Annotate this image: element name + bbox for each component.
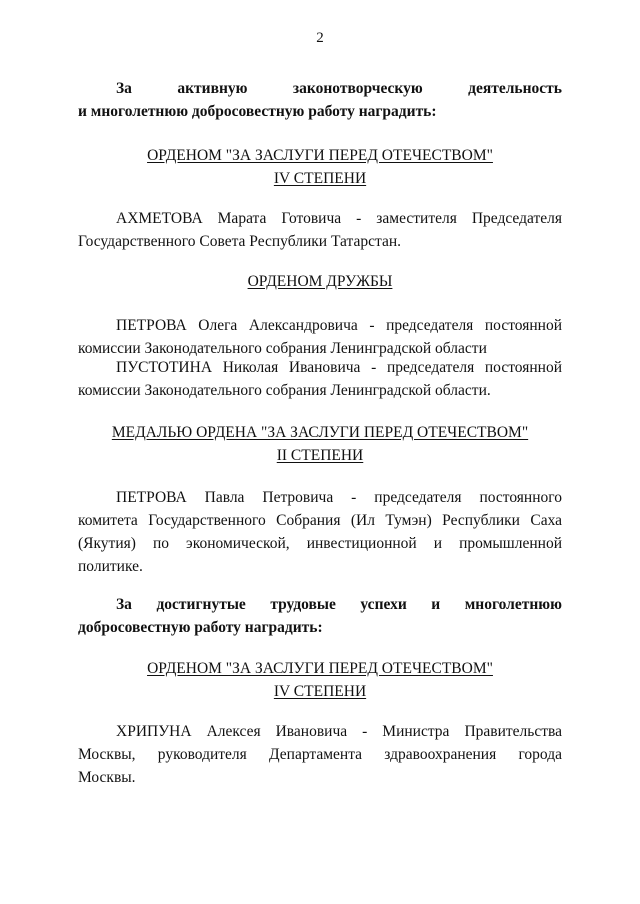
recipient-line: Москвы, руководителя Департамента здравоохранения города: [78, 746, 562, 763]
recipient-line: политике.: [78, 558, 143, 575]
decree-1-line-2: и многолетнюю добросовестную работу наградить:: [78, 103, 437, 120]
decree-2-line-2: добросовестную работу наградить:: [78, 619, 323, 636]
recipient-line: ХРИПУНА Алексея Ивановича - Министра Правительства: [116, 723, 562, 740]
decree-2-line-1: За достигнутые трудовые успехи и многолетнюю: [116, 596, 562, 613]
award-2-title-line-1: ОРДЕНОМ ДРУЖБЫ: [247, 273, 393, 290]
recipient-line: Государственного Совета Республики Татарстан.: [78, 233, 401, 250]
recipient-line: комиссии Законодательного собрания Ленинградской области.: [78, 382, 491, 399]
page-number: 2: [316, 30, 324, 46]
award-title-order-merit-iv-2: [0, 657, 640, 703]
award-4-title-line-2: IV СТЕПЕНИ: [273, 683, 367, 700]
recipient-petrov-pavel: [78, 486, 562, 578]
recipient-khripun: [78, 720, 562, 789]
recipient-line: АХМЕТОВА Марата Готовича - заместителя Председателя: [116, 210, 562, 227]
award-title-order-friendship: [0, 270, 640, 293]
recipient-line: комиссии Законодательного собрания Ленинградской области: [78, 340, 487, 357]
award-4-title-line-1: ОРДЕНОМ "ЗА ЗАСЛУГИ ПЕРЕД ОТЕЧЕСТВОМ": [147, 660, 493, 677]
award-1-title-line-1: ОРДЕНОМ "ЗА ЗАСЛУГИ ПЕРЕД ОТЕЧЕСТВОМ": [147, 147, 493, 164]
recipient-line: комитета Государственного Собрания (Ил Тумэн) Республики Саха: [78, 512, 562, 529]
recipient-akhmetov: [78, 207, 562, 253]
award-title-medal-order-merit-ii: [0, 421, 640, 467]
decree-paragraph-1: [78, 77, 562, 123]
award-3-title-line-1: МЕДАЛЬЮ ОРДЕНА "ЗА ЗАСЛУГИ ПЕРЕД ОТЕЧЕСТВОМ": [111, 424, 529, 441]
recipient-line: ПЕТРОВА Павла Петровича - председателя постоянного: [116, 489, 562, 506]
award-title-order-merit-iv: [0, 144, 640, 190]
decree-1-line-1: За активную законотворческую деятельность: [116, 80, 562, 97]
award-1-title-line-2: IV СТЕПЕНИ: [273, 170, 367, 187]
recipient-pustotin: [78, 356, 562, 402]
recipient-petrov-oleg: [78, 314, 562, 360]
recipient-line: ПЕТРОВА Олега Александровича - председателя постоянной: [116, 317, 562, 334]
recipient-line: ПУСТОТИНА Николая Ивановича - председателя постоянной: [116, 359, 562, 376]
recipient-line: Москвы.: [78, 769, 136, 786]
award-3-title-line-2: II СТЕПЕНИ: [276, 447, 364, 464]
recipient-line: (Якутия) по экономической, инвестиционной и промышленной: [78, 535, 562, 552]
decree-paragraph-2: [78, 593, 562, 639]
